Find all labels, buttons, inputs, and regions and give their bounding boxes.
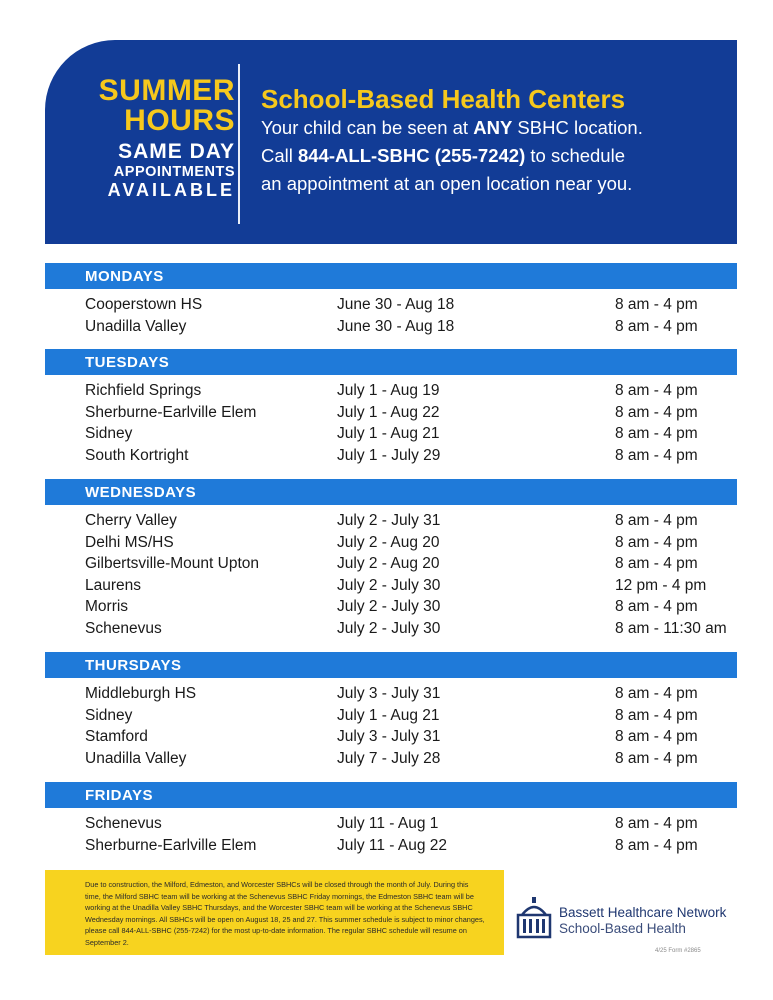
hours-range: 8 am - 4 pm	[615, 685, 698, 702]
date-range: June 30 - Aug 18	[337, 296, 455, 313]
location-name: Schenevus	[85, 815, 162, 832]
location-name: Morris	[85, 598, 129, 615]
date-range: July 1 - Aug 22	[337, 403, 440, 421]
location-name: South Kortright	[85, 446, 189, 464]
brand-sub: School-Based Health	[559, 921, 686, 936]
schedule-row	[45, 577, 737, 599]
schedule-row	[45, 447, 737, 469]
hours-range: 8 am - 4 pm	[615, 728, 698, 745]
available-label: AVAILABLE	[107, 180, 235, 200]
location-name: Delhi MS/HS	[85, 533, 174, 551]
hours-range: 8 am - 4 pm	[615, 598, 698, 615]
schedule-row	[45, 598, 737, 620]
hours-range: 8 am - 4 pm	[615, 403, 698, 421]
hours-range: 8 am - 4 pm	[615, 555, 698, 572]
schedule-row	[45, 404, 737, 426]
location-name: Sidney	[85, 706, 133, 724]
location-name: Laurens	[85, 576, 142, 594]
day-section	[45, 263, 737, 339]
schedule-row	[45, 707, 737, 729]
header-info	[261, 84, 723, 198]
location-name: Unadilla Valley	[85, 749, 187, 767]
date-range: July 1 - Aug 21	[337, 425, 440, 442]
date-range: July 11 - Aug 1	[337, 815, 439, 832]
schedule-row	[45, 534, 737, 556]
day-section	[45, 652, 737, 771]
day-heading: TUESDAYS	[45, 349, 737, 375]
appointments-label: APPOINTMENTS	[113, 164, 235, 180]
date-range: July 1 - Aug 21	[337, 706, 440, 724]
page-title: School-Based Health Centers	[261, 84, 626, 114]
hours-label: HOURS	[124, 104, 235, 137]
header-line-3: an appointment at an open location near you.	[261, 173, 633, 194]
date-range: July 3 - July 31	[337, 685, 441, 702]
hours-range: 12 pm - 4 pm	[615, 576, 707, 594]
date-range: July 11 - Aug 22	[337, 836, 448, 854]
header-line-2: Call 844-ALL-SBHC (255-7242) to schedule	[261, 145, 625, 166]
date-range: July 1 - July 29	[337, 446, 441, 464]
day-heading: MONDAYS	[45, 263, 737, 289]
schedule-row	[45, 425, 737, 447]
schedule-row	[45, 296, 737, 318]
brand-block	[559, 905, 726, 937]
day-section	[45, 479, 737, 641]
hours-range: 8 am - 4 pm	[615, 815, 698, 832]
day-heading: THURSDAYS	[45, 652, 737, 678]
location-name: Middleburgh HS	[85, 685, 197, 702]
schedule-row	[45, 512, 737, 534]
header-divider	[238, 64, 240, 224]
schedule-row	[45, 837, 737, 859]
schedule-row	[45, 750, 737, 772]
day-heading: WEDNESDAYS	[45, 479, 737, 505]
location-name: Cooperstown HS	[85, 296, 203, 313]
date-range: July 7 - July 28	[337, 749, 441, 767]
header-banner	[45, 40, 737, 244]
building-dome-icon	[515, 895, 553, 939]
hours-range: 8 am - 4 pm	[615, 446, 698, 464]
hours-range: 8 am - 4 pm	[615, 317, 698, 335]
schedule-row	[45, 620, 737, 642]
date-range: July 1 - Aug 19	[337, 382, 440, 399]
phone-number: 844-ALL-SBHC (255-7242)	[298, 145, 526, 166]
date-range: June 30 - Aug 18	[337, 317, 455, 335]
location-name: Richfield Springs	[85, 382, 202, 399]
date-range: July 2 - July 30	[337, 576, 441, 594]
schedule-row	[45, 382, 737, 404]
hours-range: 8 am - 4 pm	[615, 296, 698, 313]
schedule-row	[45, 815, 737, 837]
brand-name: Bassett Healthcare Network	[559, 905, 727, 920]
location-name: Sherburne-Earlville Elem	[85, 836, 257, 854]
schedule-row	[45, 728, 737, 750]
location-name: Sherburne-Earlville Elem	[85, 403, 257, 421]
location-name: Sidney	[85, 425, 133, 442]
summer-label: SUMMER	[98, 74, 235, 107]
date-range: July 2 - Aug 20	[337, 533, 440, 551]
header-line-1: Your child can be seen at ANY SBHC location.	[261, 117, 643, 138]
schedule-row	[45, 318, 737, 340]
location-name: Cherry Valley	[85, 512, 177, 529]
day-section	[45, 782, 737, 858]
hours-range: 8 am - 4 pm	[615, 512, 698, 529]
hours-range: 8 am - 4 pm	[615, 836, 698, 854]
summer-hours-block	[45, 76, 235, 200]
form-number: 4/25 Form #2865	[655, 948, 701, 954]
same-day-label: SAME DAY	[118, 140, 235, 163]
hours-range: 8 am - 4 pm	[615, 425, 698, 442]
date-range: July 2 - Aug 20	[337, 555, 440, 572]
day-section	[45, 349, 737, 468]
location-name: Gilbertsville-Mount Upton	[85, 555, 260, 572]
date-range: July 2 - July 30	[337, 619, 441, 637]
hours-range: 8 am - 4 pm	[615, 749, 698, 767]
hours-range: 8 am - 4 pm	[615, 706, 698, 724]
hours-range: 8 am - 4 pm	[615, 533, 698, 551]
construction-notice: Due to construction, the Milford, Edmeston, and Worcester SBHCs will be closed through the month of July. During this time, the Milford SBHC team will be working at the Schenevus SBHC Friday mornings, the Edmeston SBHC team will be working at the Unadilla Valley SBHC Thursdays, and the Worcester SBHC team will be working at the Schenevus SBHC Wednesday mornings. All SBHCs will be open on August 18, 25 and 27. This summer schedule is subject to minor changes, please call 844-ALL-SBHC (255-7242) for the most up-to-date information. The regular SBHC schedule will resume on September 2.	[45, 870, 504, 955]
location-name: Schenevus	[85, 619, 162, 637]
date-range: July 2 - July 30	[337, 598, 441, 615]
schedule-row	[45, 685, 737, 707]
location-name: Stamford	[85, 728, 148, 745]
date-range: July 3 - July 31	[337, 728, 441, 745]
date-range: July 2 - July 31	[337, 512, 441, 529]
day-heading: FRIDAYS	[45, 782, 737, 808]
location-name: Unadilla Valley	[85, 317, 187, 335]
hours-range: 8 am - 11:30 am	[615, 619, 727, 637]
hours-range: 8 am - 4 pm	[615, 382, 698, 399]
schedule-row	[45, 555, 737, 577]
